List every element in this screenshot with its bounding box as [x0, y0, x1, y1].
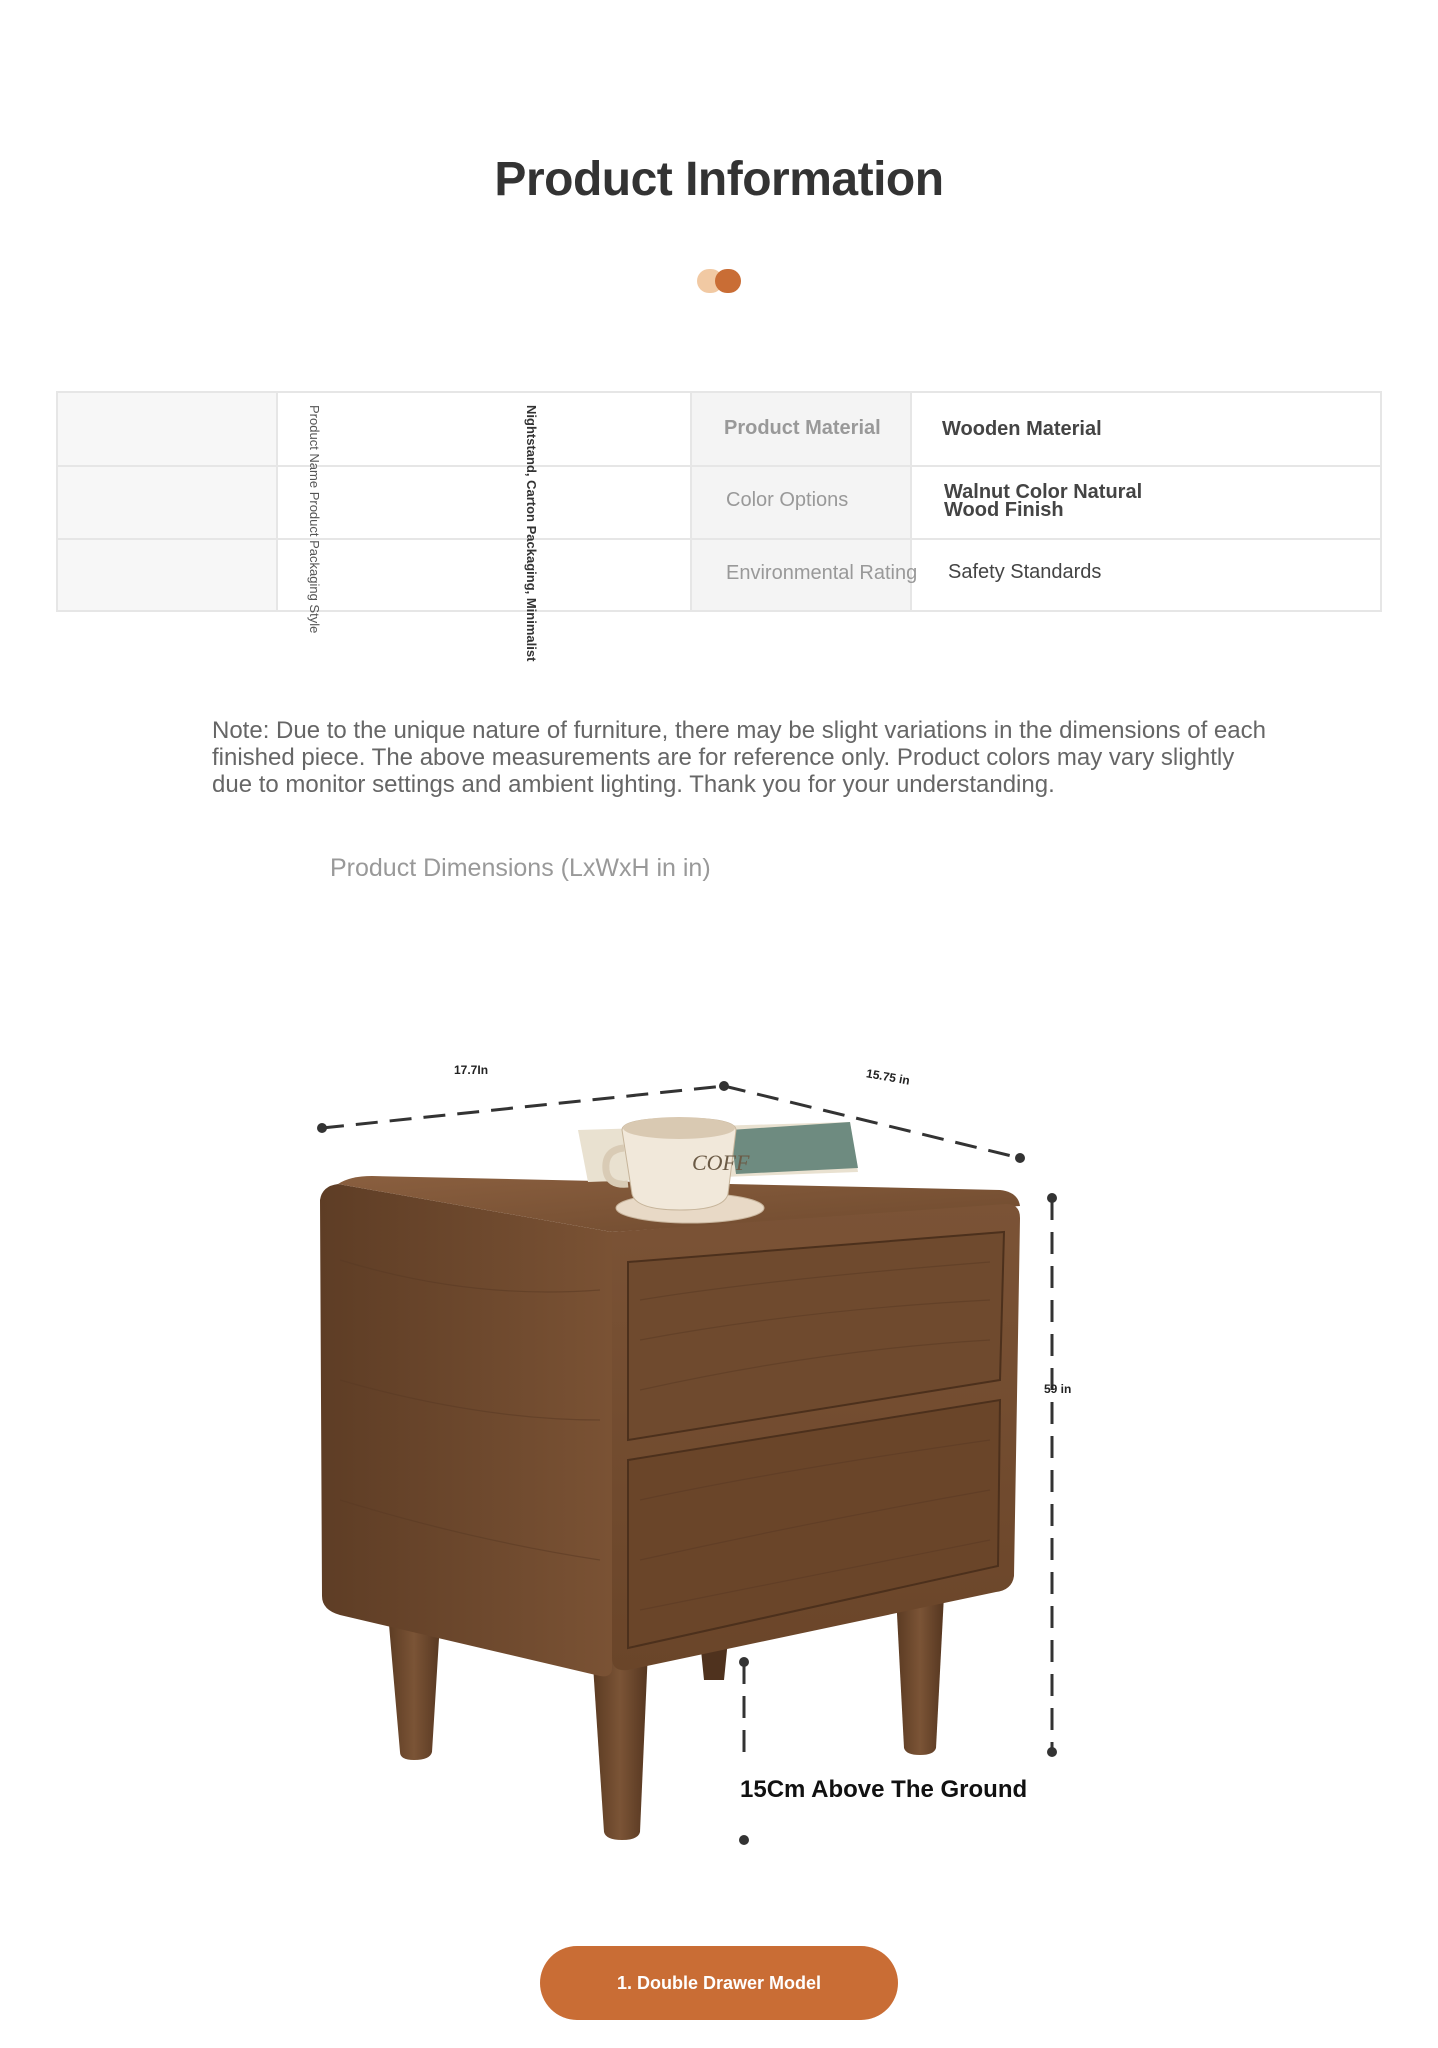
- spec-label-color: Color Options: [726, 489, 849, 511]
- page-title: Product Information: [494, 153, 944, 206]
- spec-table-col-divider: [690, 393, 692, 610]
- spec-table-row-divider: [58, 538, 1380, 540]
- double-drawer-model-button[interactable]: 1. Double Drawer Model: [540, 1946, 898, 2020]
- nightstand-leg-right: [896, 1595, 944, 1755]
- nightstand-leg-front: [592, 1650, 648, 1840]
- dimensions-heading: Product Dimensions (LxWxH in in): [330, 854, 711, 882]
- spec-label-material: Product Material: [724, 417, 881, 439]
- spec-vertical-values: Nightstand, Carton Packaging, Minimalist: [524, 405, 539, 662]
- spec-table: [56, 391, 1382, 662]
- width-label: 15.75 in: [865, 1066, 911, 1088]
- spec-table-col-divider: [276, 393, 278, 610]
- divider-dot-accent: [715, 269, 741, 293]
- height-label: 59 in: [1044, 1382, 1072, 1396]
- spec-value-environment: Safety Standards: [948, 561, 1102, 583]
- spec-value-color-line1: Walnut Color Natural: [944, 481, 1143, 503]
- section-divider-dots: [697, 269, 743, 293]
- nightstand-dimension-figure: [0, 1000, 1438, 1880]
- spec-value-color-line2: Wood Finish: [944, 499, 1064, 521]
- length-label: 17.7In: [454, 1063, 489, 1077]
- spec-table-shade-left: [58, 393, 276, 610]
- spec-label-environment: Environmental Rating: [726, 562, 918, 584]
- ground-clearance-label: 15Cm Above The Ground: [740, 1776, 1028, 1803]
- cup-rim: [623, 1117, 735, 1139]
- spec-vertical-labels: Product Name Product Packaging Style: [307, 405, 322, 634]
- spec-table-row-divider: [58, 465, 1380, 467]
- cup-text: COFF: [692, 1150, 750, 1175]
- nightstand-side-panel: [320, 1184, 612, 1676]
- spec-value-material: Wooden Material: [942, 418, 1102, 440]
- note-paragraph: Note: Due to the unique nature of furniture, there may be slight variations in the dimensions of each finished piece. The above measurements are for reference only. Product colors may vary slightly due to monitor settings and ambient lighting. Thank you for your understanding.: [212, 717, 1266, 798]
